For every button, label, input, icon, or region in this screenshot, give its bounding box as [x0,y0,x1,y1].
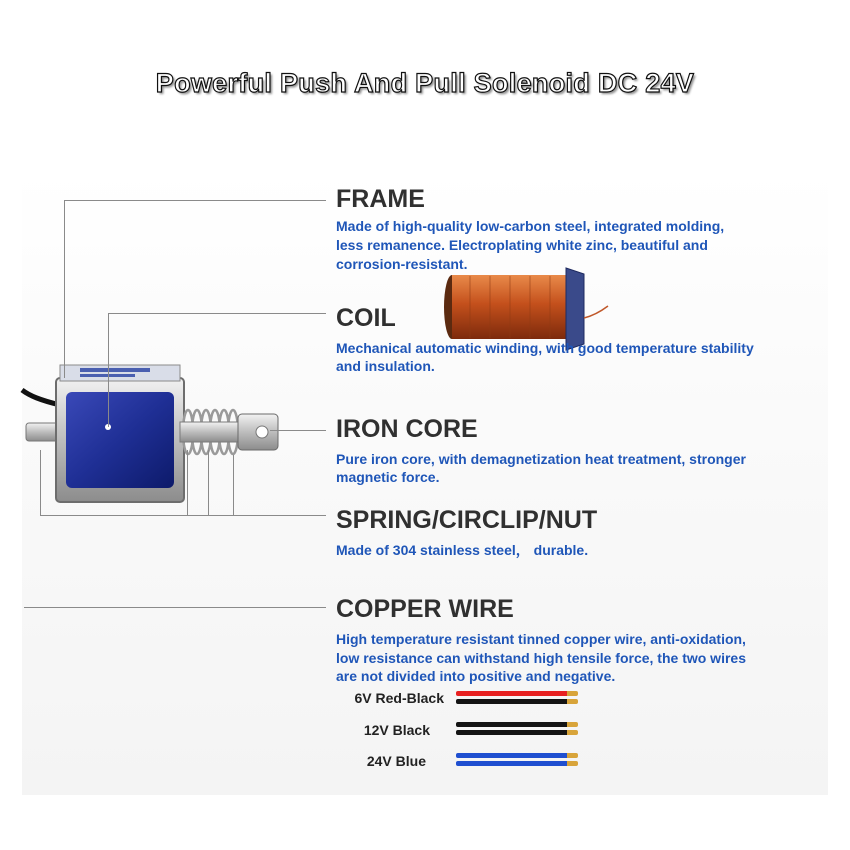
frame-leader-vertical [64,200,65,378]
wire-6v-strand-2 [456,699,569,704]
spring-leader-4 [233,455,234,515]
wire-6v-strand-1 [456,691,569,696]
wire-24v-tip-2 [567,761,578,766]
copper-wire-heading: COPPER WIRE [336,595,514,623]
copper-wire-description-line-1: High temperature resistant tinned copper wire, anti-oxidation, [336,631,746,647]
wire-24v-strand-1 [456,753,569,758]
coil-leader-horizontal [108,313,326,314]
spring-heading: SPRING/CIRCLIP/NUT [336,506,598,534]
core-leader-horizontal [270,430,326,431]
wire-24v-tip-1 [567,753,578,758]
wire-12v-strand-2 [456,730,569,735]
iron-core-description-line-2: magnetic force. [336,469,440,485]
coil-description-line-2: and insulation. [336,358,435,374]
coil-description-line-1: Mechanical automatic winding, with good temperature stability [336,340,754,356]
iron-core-heading: IRON CORE [336,415,478,443]
spring-leader-2 [187,450,188,515]
spring-leader-1 [40,450,41,515]
wire-12v-strand-1 [456,722,569,727]
frame-leader-horizontal [64,200,326,201]
frame-heading: FRAME [336,185,425,213]
wire-label-6v: 6V Red-Black [354,690,444,706]
wire-24v-strand-2 [456,761,569,766]
page-title: Powerful Push And Pull Solenoid DC 24V [155,68,695,98]
coil-leader-vertical [108,313,109,427]
frame-description-line-1: Made of high-quality low-carbon steel, integrated molding, [336,218,725,234]
wire-swatch-12v [456,722,578,738]
wire-leader-horizontal [24,607,326,608]
iron-core-description-line-1: Pure iron core, with demagnetization heat treatment, stronger [336,451,746,467]
frame-description-line-3: corrosion-resistant. [336,256,468,272]
spring-leader-horizontal [40,515,326,516]
wire-label-24v: 24V Blue [366,753,426,769]
copper-wire-description-line-3: are not divided into positive and negative. [336,668,616,684]
wire-6v-tip-2 [567,699,578,704]
wire-swatch-24v [456,753,578,769]
copper-wire-description-line-2: low resistance can withstand high tensile force, the two wires [336,650,746,666]
spring-description-line-1: Made of 304 stainless steel， durable. [336,542,589,558]
wire-12v-tip-2 [567,730,578,735]
wire-label-12v: 12V Black [363,722,430,738]
wire-12v-tip-1 [567,722,578,727]
wire-swatch-6v [456,691,578,707]
frame-description-line-2: less remanence. Electroplating white zinc, beautiful and [336,237,708,253]
coil-heading: COIL [336,304,396,332]
wire-6v-tip-1 [567,691,578,696]
spring-leader-3 [208,450,209,515]
